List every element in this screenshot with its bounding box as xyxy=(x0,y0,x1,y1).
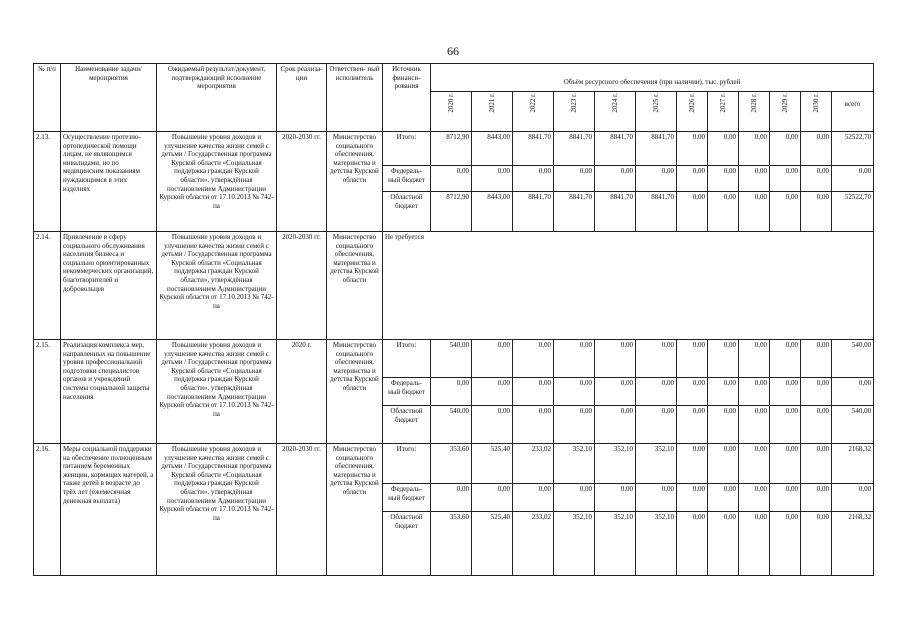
funding-total: 0,00 xyxy=(832,378,874,406)
funding-value: 0,00 xyxy=(770,192,801,232)
year-header xyxy=(801,92,832,132)
resource-table xyxy=(33,63,874,576)
funding-value: 0,00 xyxy=(708,132,739,166)
funding-value: 0,00 xyxy=(770,484,801,512)
row-number: 2.14. xyxy=(34,232,61,340)
funding-value: 0,00 xyxy=(636,406,677,444)
funding-source: Федераль- ный бюджет xyxy=(383,378,431,406)
funding-value: 0,00 xyxy=(801,512,832,576)
funding-value: 0,00 xyxy=(677,378,708,406)
header-row xyxy=(34,64,874,92)
funding-value: 8841,70 xyxy=(636,132,677,166)
funding-value: 352,10 xyxy=(595,444,636,484)
funding-value: 0,00 xyxy=(801,444,832,484)
funding-value: 352,10 xyxy=(636,512,677,576)
funding-value: 0,00 xyxy=(677,192,708,232)
funding-value: 0,00 xyxy=(472,340,513,378)
funding-total: 0,00 xyxy=(832,166,874,192)
year-label: 2026 г. xyxy=(687,93,696,113)
funding-value: 233,02 xyxy=(513,444,554,484)
funding-value: 0,00 xyxy=(554,340,595,378)
funding-value: 352,10 xyxy=(595,512,636,576)
year-header xyxy=(677,92,708,132)
funding-source: Областной бюджет xyxy=(383,512,431,576)
funding-value: 0,00 xyxy=(595,378,636,406)
year-header xyxy=(708,92,739,132)
executor: Министерство социального обеспечения, материнства и детства Курской области xyxy=(327,340,383,444)
funding-value: 0,00 xyxy=(770,512,801,576)
year-header xyxy=(431,92,472,132)
expected-result: Повышение уровня доходов и улучшение качества жизни семей с детьми / Государственная программа Курской области «Социальная поддержка граждан Курской области», утверждённая постановлением Администрации Курской области от 17.10.2013 № 742-па xyxy=(157,444,277,576)
funding-total: 52522,70 xyxy=(832,192,874,232)
funding-value: 0,00 xyxy=(677,406,708,444)
funding-value: 0,00 xyxy=(472,406,513,444)
funding-value: 0,00 xyxy=(677,512,708,576)
funding-value: 0,00 xyxy=(636,378,677,406)
year-label: 2020 г. xyxy=(446,93,455,113)
year-label: 2029 г. xyxy=(780,93,789,113)
funding-value: 0,00 xyxy=(513,340,554,378)
funding-value: 0,00 xyxy=(677,444,708,484)
expected-result: Повышение уровня доходов и улучшение качества жизни семей с детьми / Государственная программа Курской области «Социальная поддержка граждан Курской области», утверждённая постановлением Администрации Курской области от 17.10.2013 № 742-па xyxy=(157,340,277,444)
funding-value: 8841,70 xyxy=(554,192,595,232)
header-total: всего xyxy=(832,92,874,132)
funding-value: 0,00 xyxy=(595,166,636,192)
funding-value: 0,00 xyxy=(677,484,708,512)
table-row xyxy=(34,232,874,340)
funding-value: 0,00 xyxy=(739,512,770,576)
funding-value: 0,00 xyxy=(739,340,770,378)
funding-source: Итого: xyxy=(383,132,431,166)
year-label: 2024 г. xyxy=(610,93,619,113)
funding-value: 0,00 xyxy=(513,166,554,192)
term: 2020 г. xyxy=(277,340,327,444)
funding-value: 0,00 xyxy=(554,406,595,444)
funding-value: 0,00 xyxy=(708,512,739,576)
funding-value: 0,00 xyxy=(801,378,832,406)
funding-value: 352,10 xyxy=(636,444,677,484)
page-number: 66 xyxy=(447,44,459,58)
funding-value: 0,00 xyxy=(770,132,801,166)
expected-result: Повышение уровня доходов и улучшение качества жизни семей с детьми / Государственная программа Курской области «Социальная поддержка граждан Курской области», утверждённая постановлением Администрации Курской области от 17.10.2013 № 742-па xyxy=(157,132,277,232)
executor: Министерство социального обеспечения, материнства и детства Курской области xyxy=(327,132,383,232)
funding-value: 0,00 xyxy=(708,484,739,512)
executor: Министерство социального обеспечения, материнства и детства Курской области xyxy=(327,444,383,576)
funding-value: 0,00 xyxy=(472,484,513,512)
funding-value: 0,00 xyxy=(801,192,832,232)
funding-total: 540,00 xyxy=(832,340,874,378)
funding-value: 0,00 xyxy=(801,484,832,512)
funding-value: 0,00 xyxy=(739,166,770,192)
funding-source: Федераль- ный бюджет xyxy=(383,166,431,192)
funding-value: 0,00 xyxy=(770,340,801,378)
funding-value: 8841,70 xyxy=(513,192,554,232)
funding-source: Итого: xyxy=(383,340,431,378)
year-label: 2027 г. xyxy=(718,93,727,113)
funding-value: 0,00 xyxy=(739,132,770,166)
year-header xyxy=(513,92,554,132)
funding-total: 0,00 xyxy=(832,484,874,512)
term: 2020-2030 гг. xyxy=(277,232,327,340)
funding-value: 8443,00 xyxy=(472,192,513,232)
header-executor: Ответствен- ный исполнитель xyxy=(327,64,383,132)
funding-value: 0,00 xyxy=(636,166,677,192)
term: 2020-2030 гг. xyxy=(277,444,327,576)
header-no: № п/п xyxy=(34,64,61,132)
funding-value: 0,00 xyxy=(708,166,739,192)
year-label: 2030 г. xyxy=(811,93,820,113)
funding-value: 0,00 xyxy=(739,192,770,232)
funding-value: 352,10 xyxy=(554,512,595,576)
funding-value: 0,00 xyxy=(513,406,554,444)
funding-value: 525,40 xyxy=(472,512,513,576)
task-name: Привлечение в сферу социального обслуживания населения бизнеса и социально ориентированных некоммерческих организаций, благотворителей и добровольцев xyxy=(61,232,157,340)
funding-value: 0,00 xyxy=(554,378,595,406)
year-header xyxy=(770,92,801,132)
funding-value: 0,00 xyxy=(595,406,636,444)
funding-value: 8712,90 xyxy=(431,192,472,232)
funding-note: Не требуется xyxy=(383,232,874,340)
funding-value: 540,00 xyxy=(431,340,472,378)
funding-value: 8841,70 xyxy=(554,132,595,166)
funding-value: 0,00 xyxy=(554,484,595,512)
term: 2020-2030 гг. xyxy=(277,132,327,232)
funding-value: 233,02 xyxy=(513,512,554,576)
funding-value: 8841,70 xyxy=(513,132,554,166)
funding-value: 0,00 xyxy=(770,166,801,192)
funding-source: Федераль- ный бюджет xyxy=(383,484,431,512)
funding-value: 0,00 xyxy=(801,166,832,192)
year-header xyxy=(554,92,595,132)
funding-value: 0,00 xyxy=(770,378,801,406)
year-label: 2028 г. xyxy=(749,93,758,113)
funding-value: 0,00 xyxy=(739,484,770,512)
funding-value: 8712,90 xyxy=(431,132,472,166)
table-row xyxy=(34,132,874,166)
funding-value: 0,00 xyxy=(801,406,832,444)
funding-value: 0,00 xyxy=(677,340,708,378)
year-label: 2025 г. xyxy=(651,93,660,113)
year-label: 2021 г. xyxy=(487,93,496,113)
year-header xyxy=(739,92,770,132)
funding-total: 2168,32 xyxy=(832,444,874,484)
funding-value: 8443,00 xyxy=(472,132,513,166)
funding-value: 0,00 xyxy=(739,378,770,406)
funding-value: 0,00 xyxy=(513,484,554,512)
funding-source: Областной бюджет xyxy=(383,192,431,232)
funding-value: 8841,70 xyxy=(595,132,636,166)
funding-source: Областной бюджет xyxy=(383,406,431,444)
expected-result: Повышение уровня доходов и улучшение качества жизни семей с детьми / Государственная программа Курской области «Социальная поддержка граждан Курской области», утверждённая постановлением Администрации Курской области от 17.10.2013 № 742-па xyxy=(157,232,277,340)
year-header xyxy=(472,92,513,132)
funding-value: 0,00 xyxy=(708,378,739,406)
year-label: 2022 г. xyxy=(528,93,537,113)
funding-value: 0,00 xyxy=(770,406,801,444)
funding-value: 0,00 xyxy=(677,166,708,192)
funding-total: 2168,32 xyxy=(832,512,874,576)
header-term: Срок реализа- ции xyxy=(277,64,327,132)
funding-value: 0,00 xyxy=(472,378,513,406)
year-header xyxy=(636,92,677,132)
executor: Министерство социального обеспечения, материнства и детства Курской области xyxy=(327,232,383,340)
funding-value: 0,00 xyxy=(770,444,801,484)
funding-value: 0,00 xyxy=(801,132,832,166)
row-number: 2.13. xyxy=(34,132,61,232)
funding-value: 0,00 xyxy=(708,406,739,444)
funding-value: 0,00 xyxy=(708,444,739,484)
header-volume: Объём ресурсного обеспечения (при наличии), тыс. рублей xyxy=(431,64,874,92)
funding-value: 0,00 xyxy=(595,484,636,512)
funding-value: 8841,70 xyxy=(636,192,677,232)
funding-value: 353,60 xyxy=(431,444,472,484)
year-label: 2023 г. xyxy=(569,93,578,113)
funding-value: 0,00 xyxy=(739,444,770,484)
funding-value: 0,00 xyxy=(595,340,636,378)
funding-value: 0,00 xyxy=(554,166,595,192)
funding-value: 0,00 xyxy=(708,192,739,232)
funding-value: 352,10 xyxy=(554,444,595,484)
row-number: 2.16. xyxy=(34,444,61,576)
funding-value: 0,00 xyxy=(636,484,677,512)
funding-value: 0,00 xyxy=(801,340,832,378)
task-name: Осуществление протезно-ортопедической помощи лицам, не являющимся инвалидами, но по медицинским показаниям нуждающимся в этих изделиях xyxy=(61,132,157,232)
funding-value: 0,00 xyxy=(431,378,472,406)
funding-value: 8841,70 xyxy=(595,192,636,232)
task-name: Реализация комплекса мер, направленных на повышение уровня профессиональной подготовки специалистов органов и учреждений системы социальной защиты населения xyxy=(61,340,157,444)
funding-value: 0,00 xyxy=(708,340,739,378)
funding-value: 0,00 xyxy=(513,378,554,406)
row-number: 2.15. xyxy=(34,340,61,444)
table-row xyxy=(34,444,874,484)
funding-value: 0,00 xyxy=(472,166,513,192)
funding-value: 353,60 xyxy=(431,512,472,576)
header-name: Наименование задачи/мероприятия xyxy=(61,64,157,132)
funding-total: 52522,70 xyxy=(832,132,874,166)
funding-value: 540,00 xyxy=(431,406,472,444)
header-source: Источник финанси- рования xyxy=(383,64,431,132)
funding-value: 0,00 xyxy=(677,132,708,166)
funding-value: 0,00 xyxy=(431,484,472,512)
table-row xyxy=(34,340,874,378)
task-name: Меры социальной поддержки на обеспечение полноценным питанием беременных женщин, кормящих матерей, а также детей в возрасте до трёх лет (ежемесячная денежная выплата) xyxy=(61,444,157,576)
funding-value: 0,00 xyxy=(431,166,472,192)
funding-total: 540,00 xyxy=(832,406,874,444)
funding-value: 0,00 xyxy=(636,340,677,378)
year-header xyxy=(595,92,636,132)
funding-value: 525,40 xyxy=(472,444,513,484)
funding-value: 0,00 xyxy=(739,406,770,444)
funding-source: Итого: xyxy=(383,444,431,484)
header-result: Ожидаемый результат/документ, подтверждающий исполнение мероприятия xyxy=(157,64,277,132)
